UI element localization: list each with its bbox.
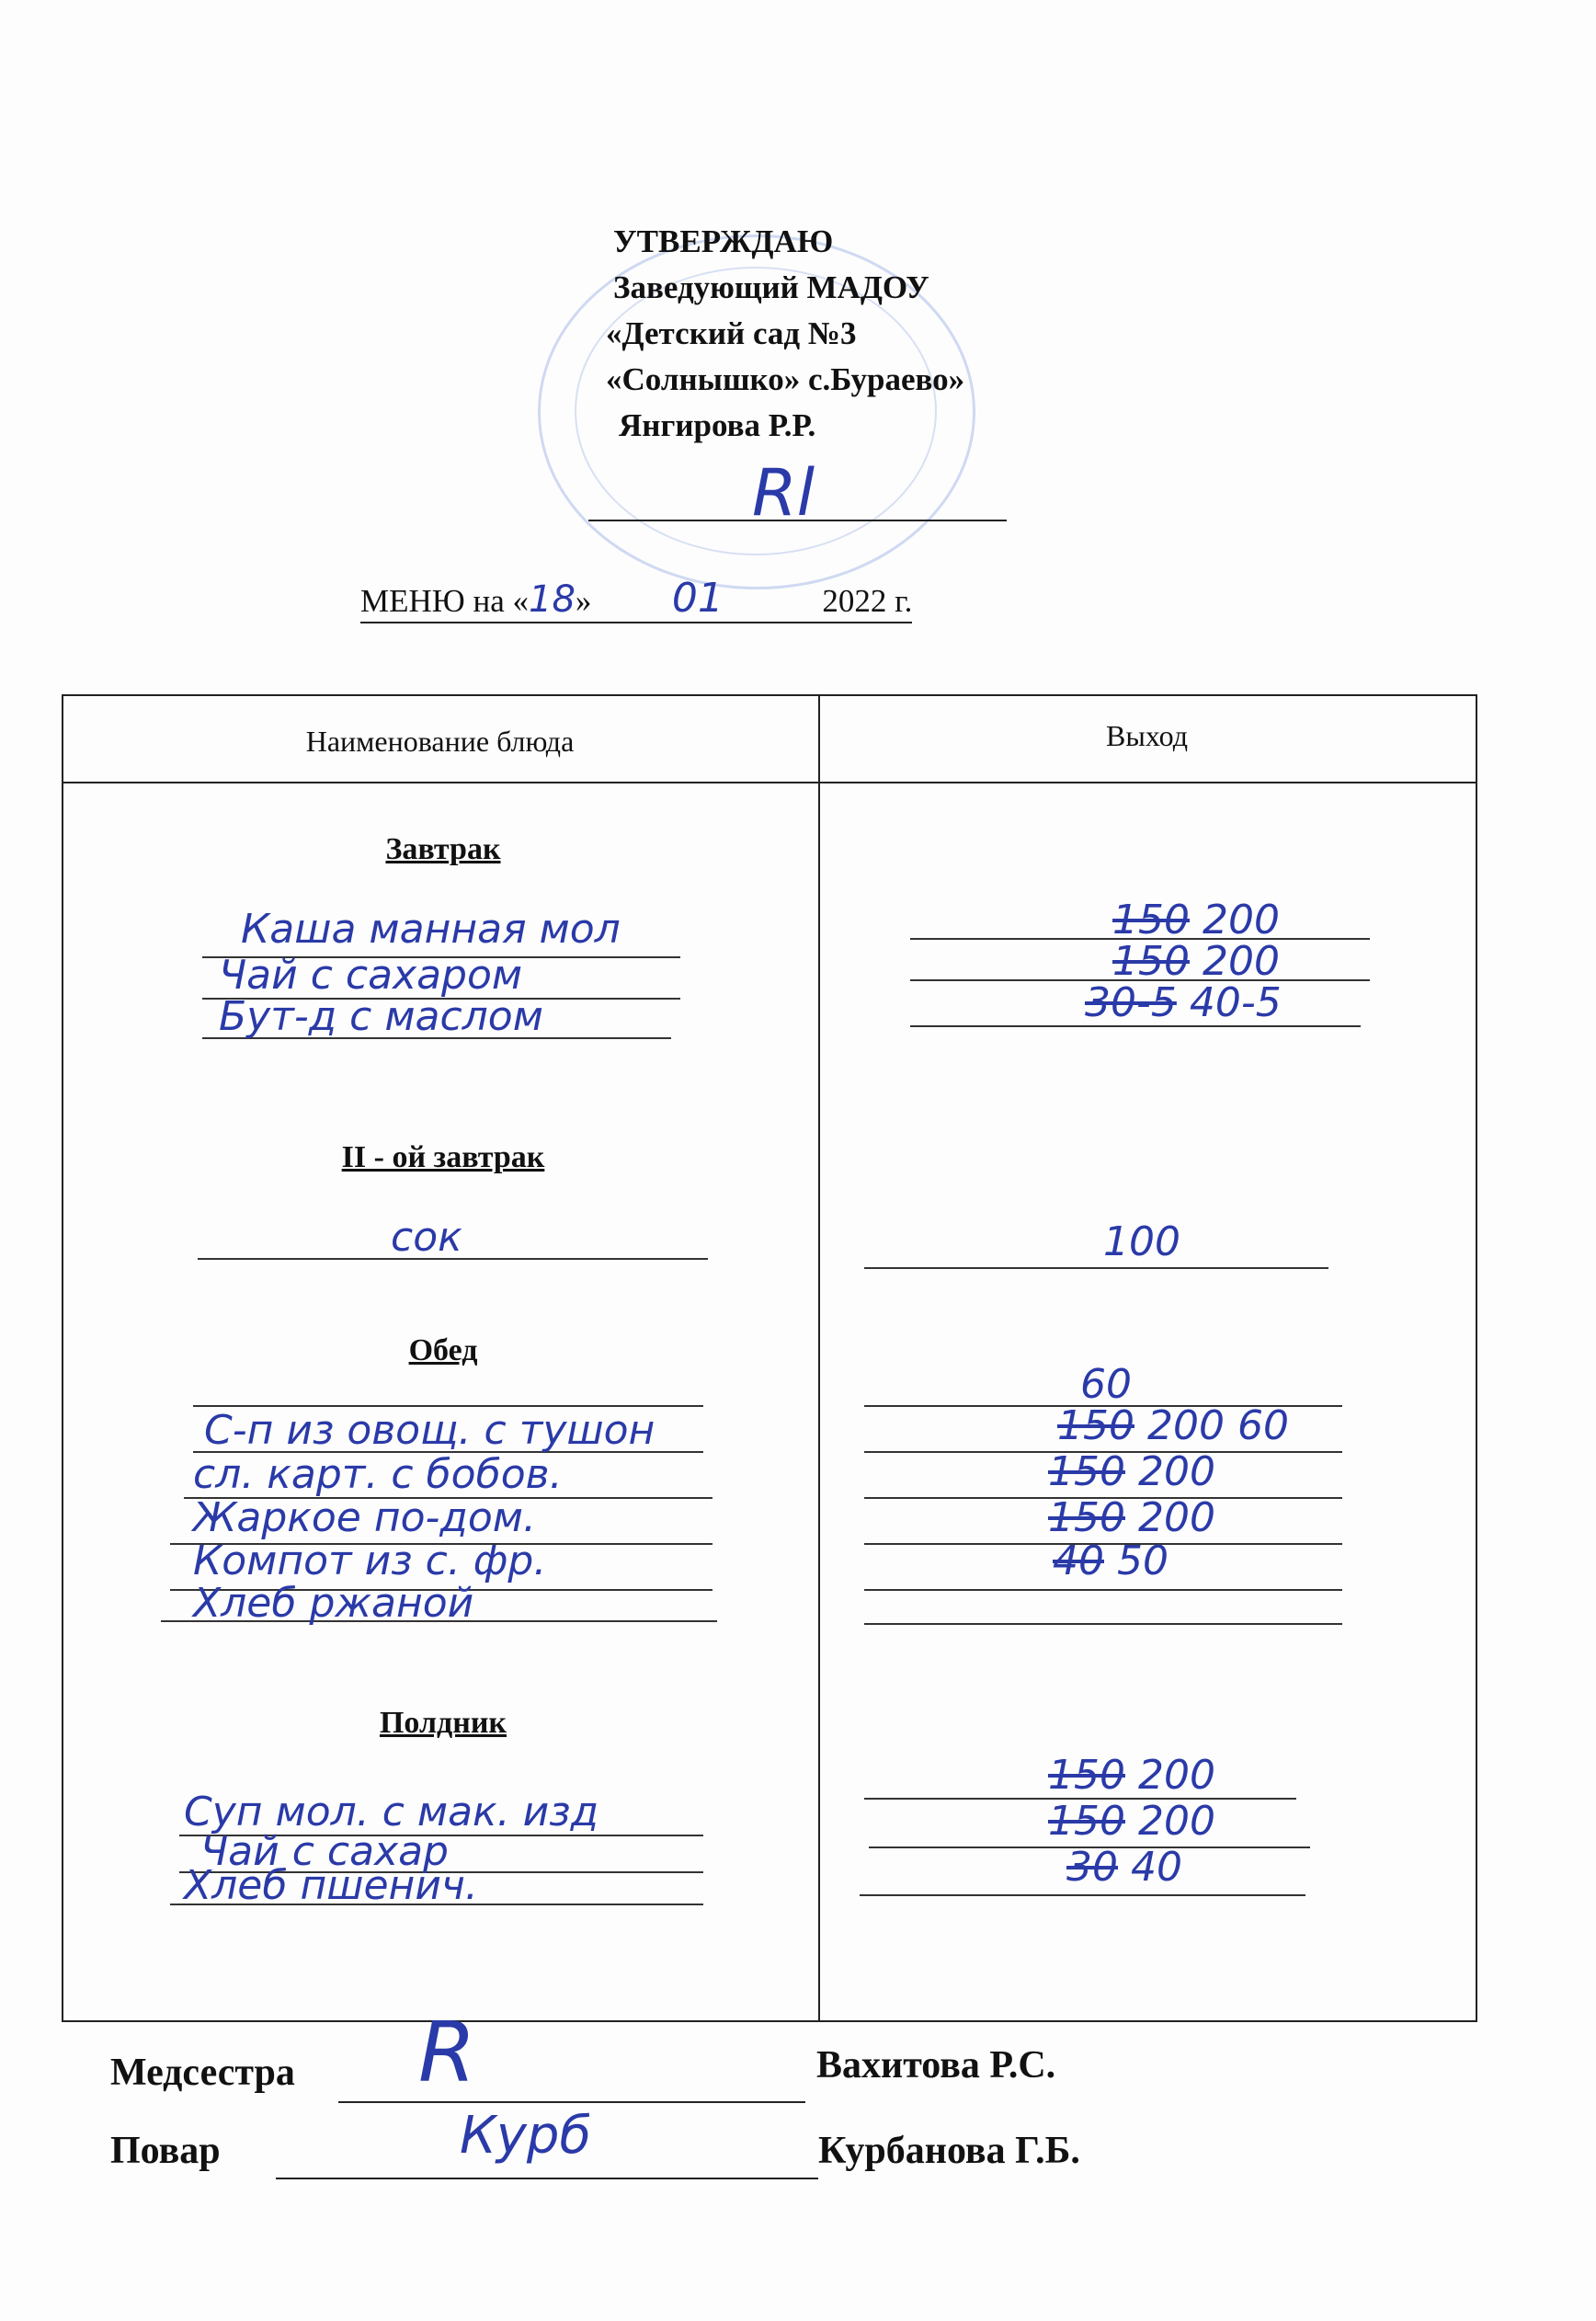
breakfast-output: 150 200 bbox=[1112, 897, 1280, 943]
lunch-output: 150 200 bbox=[1048, 1448, 1215, 1495]
menu-month: 01 bbox=[671, 575, 724, 622]
cook-signature-line bbox=[276, 2178, 818, 2179]
snack-output: 30 40 bbox=[1066, 1844, 1182, 1891]
header-output: Выход bbox=[1106, 719, 1188, 752]
approval-block bbox=[606, 219, 965, 449]
row-line bbox=[864, 1589, 1342, 1591]
menu-year: 2022 г. bbox=[822, 583, 913, 619]
lunch-item: Компот из с. фр. bbox=[193, 1538, 547, 1584]
approval-position: Заведующий МАДОУ bbox=[613, 269, 929, 305]
breakfast-output: 150 200 bbox=[1112, 938, 1280, 985]
nurse-name: Вахитова Р.С. bbox=[816, 2044, 1056, 2087]
nurse-label: Медсестра bbox=[110, 2052, 295, 2094]
director-signature-line bbox=[588, 520, 1007, 521]
lunch-item: Хлеб ржаной bbox=[193, 1580, 474, 1627]
cook-label: Повар bbox=[110, 2130, 221, 2172]
lunch-output: 150 200 bbox=[1048, 1494, 1215, 1541]
lunch-item: С-п из овощ. с тушон bbox=[204, 1407, 656, 1454]
row-line bbox=[864, 1623, 1342, 1625]
table-header-divider bbox=[62, 782, 1476, 783]
header-dish-name: Наименование блюда bbox=[305, 725, 575, 758]
nurse-signature-line bbox=[338, 2101, 805, 2103]
approval-org: «Детский сад №3 bbox=[606, 315, 857, 351]
cook-signature: Курб bbox=[460, 2106, 591, 2166]
director-signature: Rl bbox=[752, 455, 815, 531]
approval-org-name: «Солнышко» с.Бураево» bbox=[606, 361, 965, 397]
section-lunch-title: Обед bbox=[408, 1333, 478, 1367]
row-line bbox=[864, 1267, 1328, 1269]
lunch-item: Жаркое по-дом. bbox=[193, 1494, 536, 1541]
menu-title bbox=[360, 575, 912, 623]
snack-output: 150 200 bbox=[1048, 1798, 1215, 1845]
snack-item: Чай с сахар bbox=[200, 1828, 449, 1875]
lunch-output: 150 200 60 bbox=[1057, 1402, 1289, 1449]
second-breakfast-item: сок bbox=[391, 1214, 462, 1261]
lunch-output: 40 50 bbox=[1053, 1538, 1168, 1584]
lunch-item: сл. карт. с бобов. bbox=[193, 1451, 563, 1498]
breakfast-item: Бут-д с маслом bbox=[219, 993, 543, 1040]
approval-heading: УТВЕРЖДАЮ bbox=[613, 223, 834, 259]
approval-director: Янгирова Р.Р. bbox=[619, 407, 816, 443]
snack-item: Хлеб пшенич. bbox=[184, 1862, 478, 1909]
snack-item: Суп мол. с мак. изд bbox=[184, 1789, 599, 1835]
section-second-breakfast-title: II - ой завтрак bbox=[341, 1140, 545, 1174]
menu-day: 18 bbox=[529, 578, 576, 621]
breakfast-item: Каша манная мол bbox=[241, 906, 621, 953]
breakfast-item: Чай с сахаром bbox=[219, 952, 523, 999]
lunch-output: 60 bbox=[1080, 1361, 1132, 1408]
menu-quote-close: » bbox=[575, 583, 592, 619]
snack-output: 150 200 bbox=[1048, 1752, 1215, 1799]
cook-name: Курбанова Г.Б. bbox=[818, 2130, 1080, 2172]
breakfast-output: 30-5 40-5 bbox=[1085, 979, 1282, 1026]
second-breakfast-output: 100 bbox=[1103, 1218, 1180, 1265]
section-breakfast-title: Завтрак bbox=[385, 832, 501, 866]
section-snack-title: Полдник bbox=[379, 1706, 507, 1740]
row-line bbox=[860, 1894, 1305, 1896]
menu-title-prefix: МЕНЮ на « bbox=[360, 583, 530, 619]
nurse-signature: R bbox=[418, 2005, 476, 2101]
